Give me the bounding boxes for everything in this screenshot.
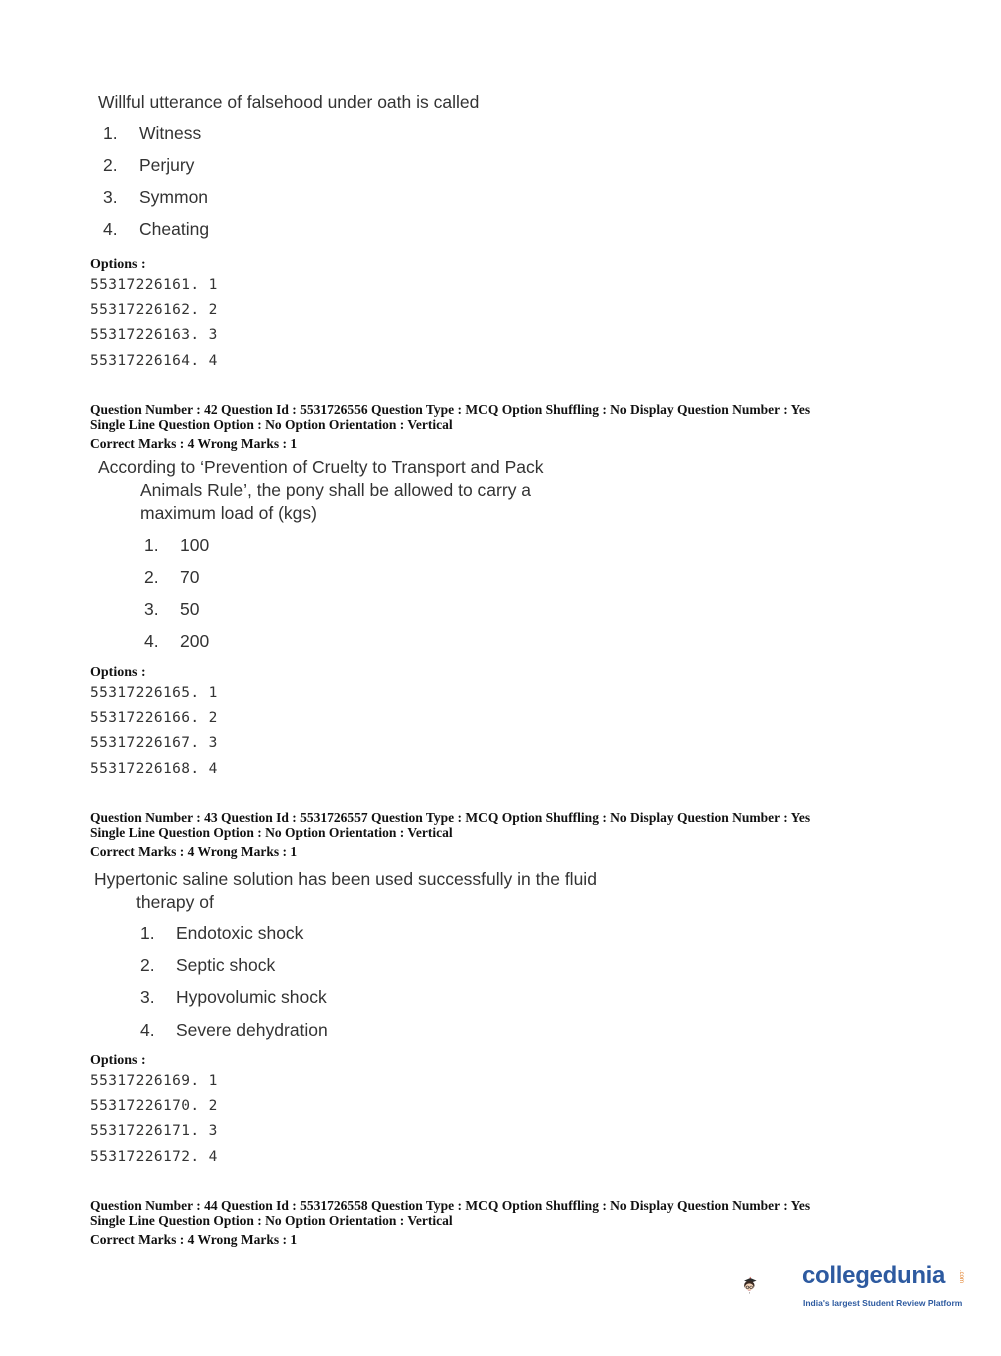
q42-option-code-3: 55317226167. 3 (90, 735, 218, 751)
collegedunia-logo-com: .com (958, 1270, 964, 1284)
q42-meta-line-1: Question Number : 42 Question Id : 5531726556 Question Type : MCQ Option Shuffling : No Display Question Number : Yes (90, 402, 811, 417)
q42-option-code-1: 55317226165. 1 (90, 685, 218, 701)
q41-question-text: Willful utterance of falsehood under oath is called (98, 92, 480, 112)
q43-options-label: Options : (90, 1053, 146, 1068)
q43-question-line-2: therapy of (136, 892, 214, 912)
q43-option-code-4: 55317226172. 4 (90, 1149, 218, 1165)
q43-meta-line-1: Question Number : 43 Question Id : 5531726557 Question Type : MCQ Option Shuffling : No Display Question Number : Yes (90, 810, 811, 825)
q42-option-1: 1. 100 (144, 535, 210, 555)
q44-meta-line-1: Question Number : 44 Question Id : 5531726558 Question Type : MCQ Option Shuffling : No Display Question Number : Yes (90, 1198, 811, 1213)
q44-meta-line-2: Single Line Question Option : No Option Orientation : Vertical (90, 1213, 453, 1228)
q41-option-3: 3. Symmon (103, 187, 209, 207)
q43-option-3: 3. Hypovolumic shock (140, 987, 327, 1007)
q41-option-code-4: 55317226164. 4 (90, 353, 218, 369)
collegedunia-logo-text: collegedunia (802, 1262, 946, 1289)
q42-option-code-4: 55317226168. 4 (90, 761, 218, 777)
q41-option-4: 4. Cheating (103, 219, 210, 239)
q41-option-1: 1. Witness (103, 123, 202, 143)
q43-option-code-2: 55317226170. 2 (90, 1098, 218, 1114)
q43-option-code-3: 55317226171. 3 (90, 1123, 218, 1139)
q42-question-line-2: Animals Rule’, the pony shall be allowed to carry a (140, 480, 532, 500)
q42-question-line-1: According to ‘Prevention of Cruelty to Transport and Pack (98, 457, 544, 477)
q43-option-4: 4. Severe dehydration (140, 1020, 328, 1040)
q43-question-line-1: Hypertonic saline solution has been used successfully in the fluid (94, 869, 597, 889)
q41-option-code-1: 55317226161. 1 (90, 277, 218, 293)
q41-option-code-3: 55317226163. 3 (90, 327, 218, 343)
q41-option-code-2: 55317226162. 2 (90, 302, 218, 318)
q41-option-2: 2. Perjury (103, 155, 195, 175)
q42-question-line-3: maximum load of (kgs) (140, 503, 317, 523)
q42-option-code-2: 55317226166. 2 (90, 710, 218, 726)
q44-meta-line-3: Correct Marks : 4 Wrong Marks : 1 (90, 1232, 298, 1247)
q43-meta-line-3: Correct Marks : 4 Wrong Marks : 1 (90, 844, 298, 859)
q42-meta-line-3: Correct Marks : 4 Wrong Marks : 1 (90, 436, 298, 451)
q42-options-label: Options : (90, 665, 146, 680)
q43-option-code-1: 55317226169. 1 (90, 1073, 218, 1089)
q42-option-3: 3. 50 (144, 599, 200, 619)
q43-option-2: 2. Septic shock (140, 955, 276, 975)
q42-option-4: 4. 200 (144, 631, 210, 651)
q42-option-2: 2. 70 (144, 567, 200, 587)
q42-meta-line-2: Single Line Question Option : No Option Orientation : Vertical (90, 417, 453, 432)
q41-options-label: Options : (90, 257, 146, 272)
q43-meta-line-2: Single Line Question Option : No Option Orientation : Vertical (90, 825, 453, 840)
q43-option-1: 1. Endotoxic shock (140, 923, 304, 943)
collegedunia-tagline: India's largest Student Review Platform (803, 1298, 963, 1308)
collegedunia-mascot-icon (742, 1250, 802, 1320)
